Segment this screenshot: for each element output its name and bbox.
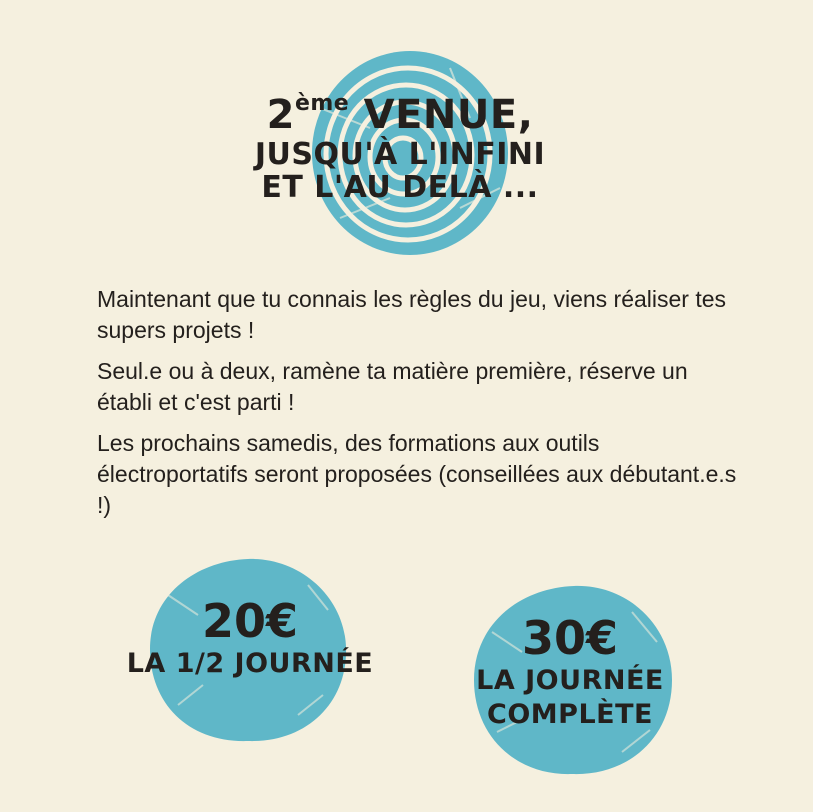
price-label-full-day-1: LA JOURNÉE <box>476 665 664 696</box>
paragraph-3: Les prochains samedis, des formations aux outils électroportatifs seront proposées (conseillées aux débutant.e.s !) <box>97 430 737 518</box>
title-word: VENUE, <box>363 92 534 138</box>
page-title <box>230 92 570 205</box>
price-label-half-day: LA 1/2 JOURNÉE <box>126 648 374 679</box>
title-number: 2 <box>266 92 295 138</box>
title-block <box>230 40 570 270</box>
price-label-full-day-2: COMPLÈTE <box>487 699 653 730</box>
price-half-day <box>120 595 380 681</box>
price-amount-half-day: 20€ <box>201 594 299 648</box>
price-full-day <box>465 612 675 732</box>
paragraph-2: Seul.e ou à deux, ramène ta matière première, réserve un établi et c'est parti ! <box>97 358 688 415</box>
price-amount-full-day: 30€ <box>521 611 619 665</box>
title-line-3: ET L'AU DELÀ ... <box>261 170 539 206</box>
body-text <box>97 284 737 531</box>
title-superscript: ème <box>294 91 350 116</box>
title-line-2: JUSQU'À L'INFINI <box>254 136 546 172</box>
paragraph-1: Maintenant que tu connais les règles du jeu, viens réaliser tes supers projets ! <box>97 286 727 343</box>
